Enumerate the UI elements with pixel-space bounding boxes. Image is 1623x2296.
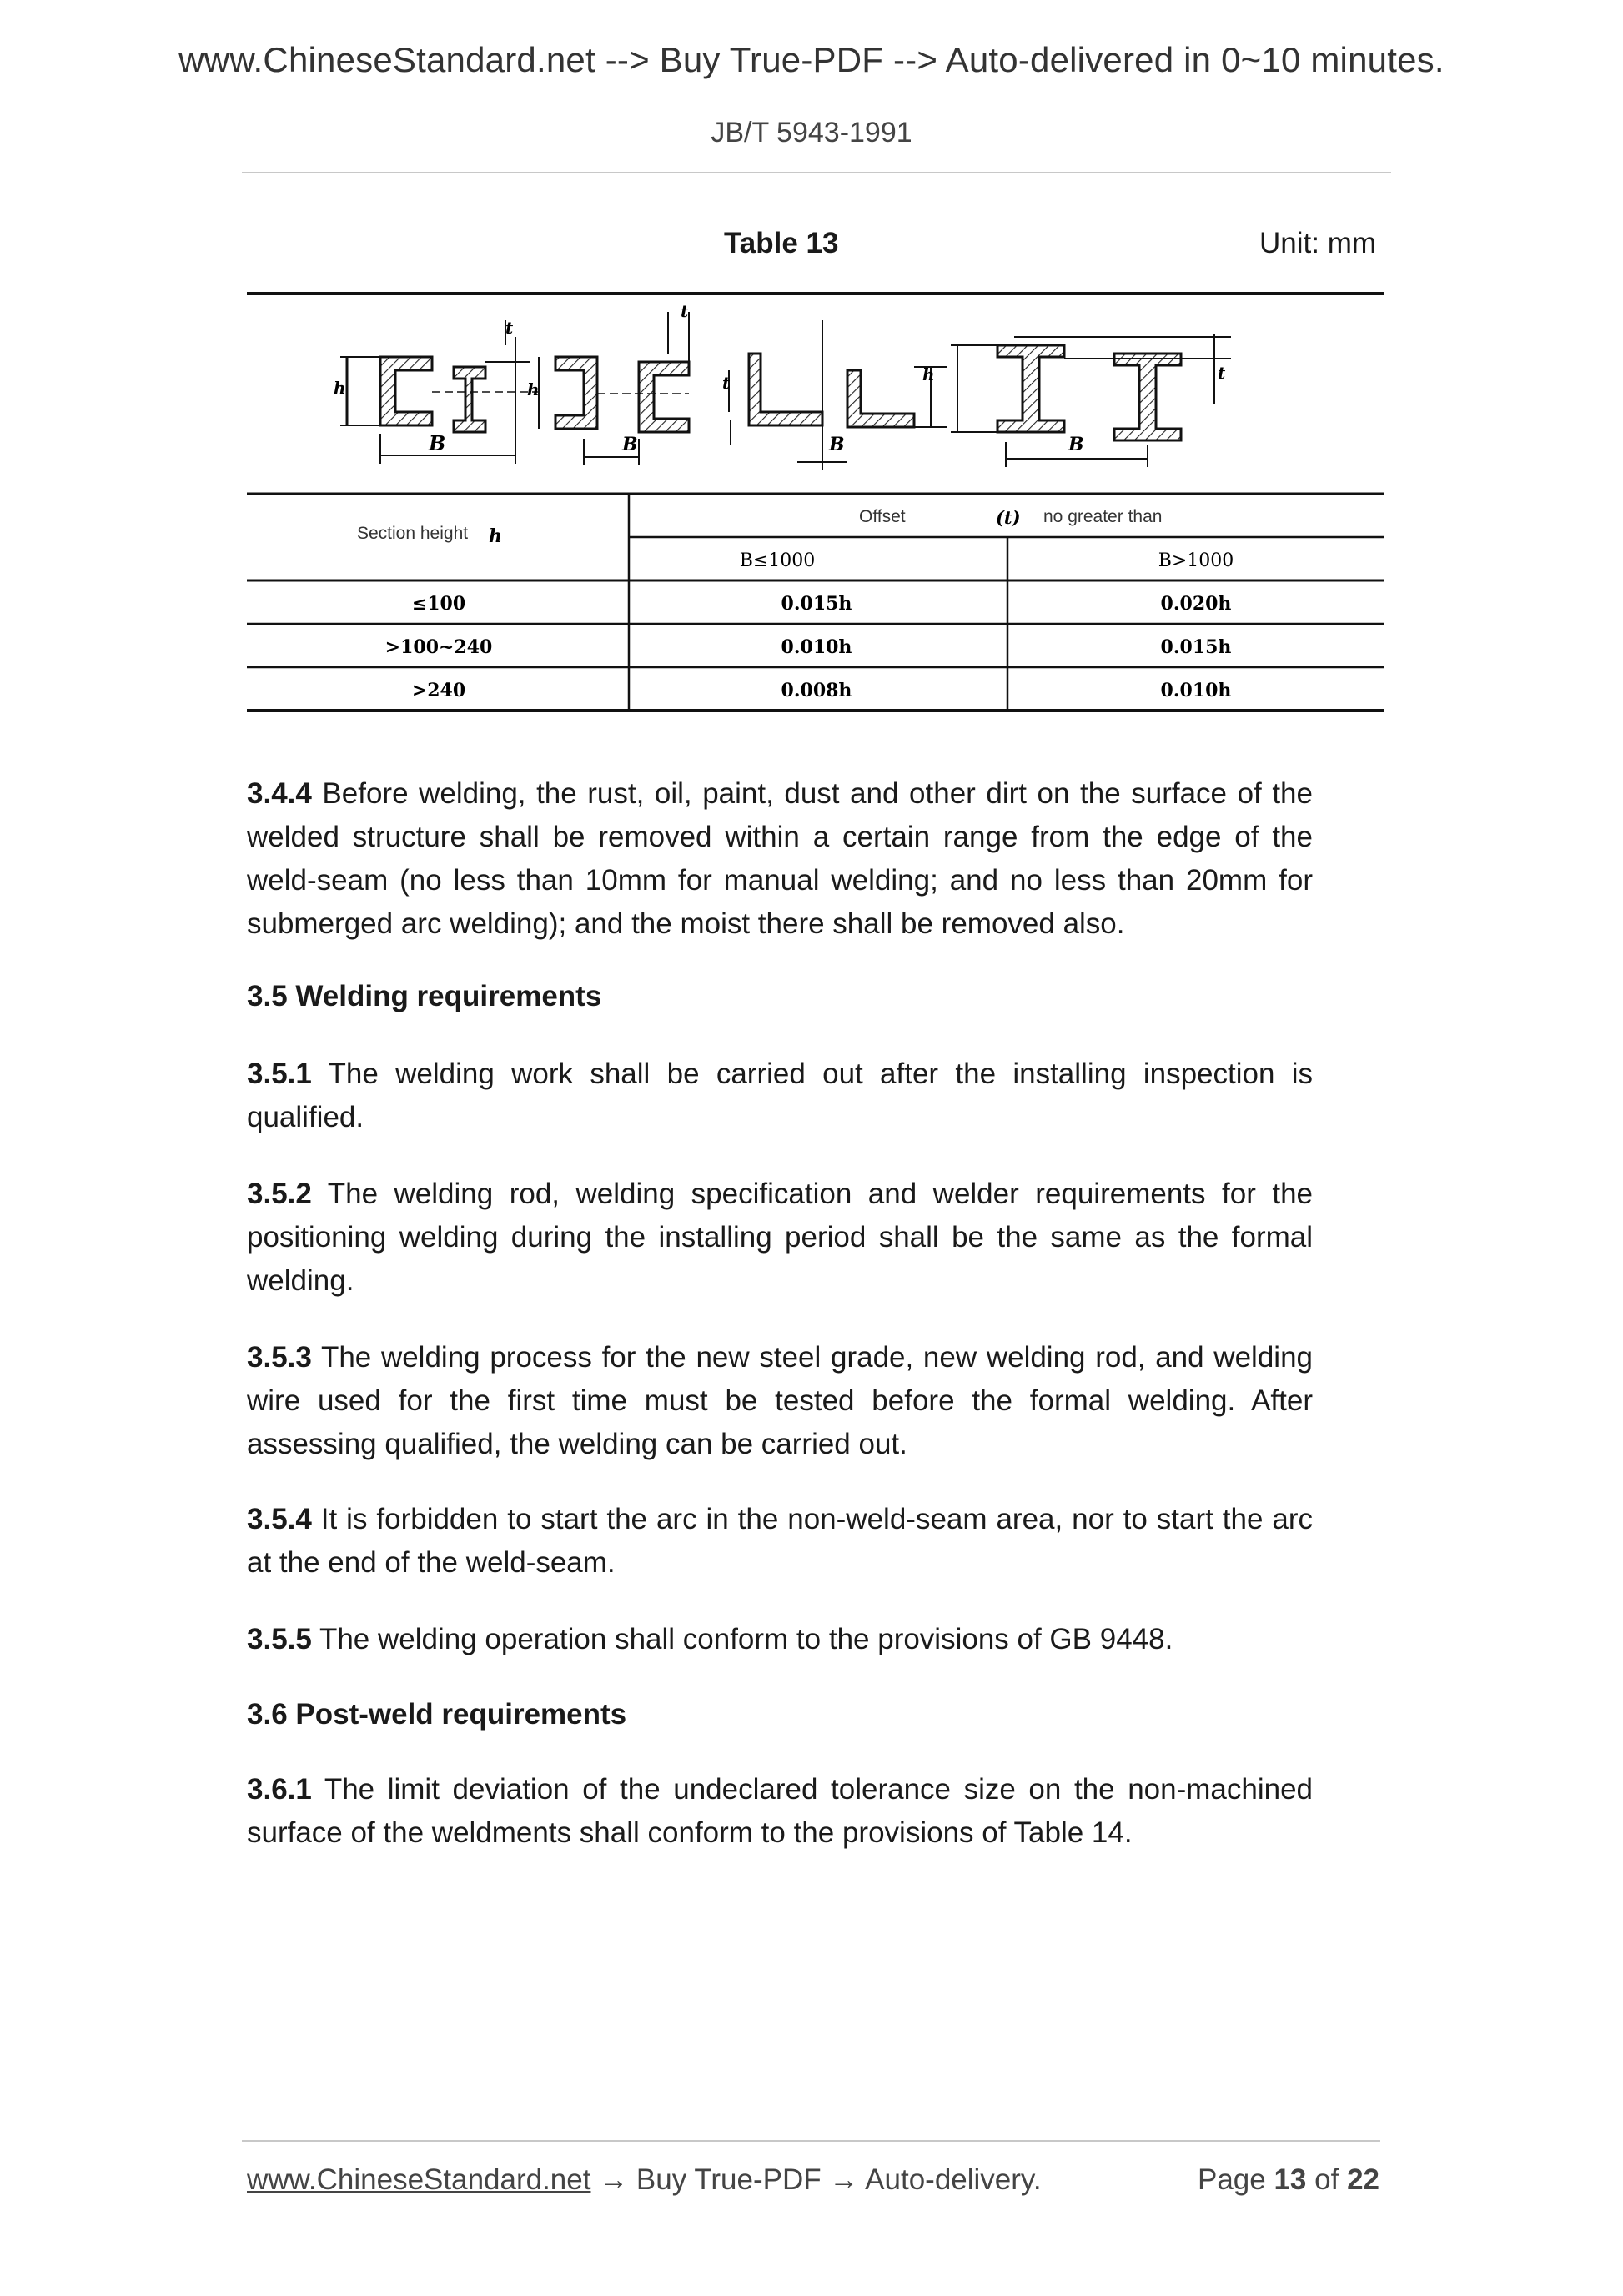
dim-label-h-1: h (334, 378, 346, 398)
paragraph-text: The limit deviation of the undeclared tolerance size on the non-machined surface of the weldments shall conform to the provisions of Table 14. (247, 1773, 1314, 1849)
dim-label-h-2: h (527, 379, 540, 399)
paragraph-3-6-1 (247, 1768, 1313, 1855)
paragraph-3-5-3 (247, 1336, 1313, 1466)
footer-site-link[interactable]: www.ChineseStandard.net (247, 2163, 591, 2196)
dim-label-h-3: h (922, 364, 935, 384)
heading-3-5: 3.5 Welding requirements (247, 980, 602, 1012)
cross-section-sketches (340, 312, 1231, 470)
table-13-figure (247, 287, 1384, 721)
page-current: 13 (1274, 2163, 1307, 2196)
dim-label-b-4: B (1068, 434, 1084, 455)
page-indicator (1198, 2163, 1379, 2197)
paragraph-3-5-1 (247, 1053, 1313, 1139)
paragraph-3-5-4 (247, 1498, 1313, 1585)
page-of: of (1314, 2163, 1339, 2196)
clause-number: 3.5.4 (247, 1503, 312, 1535)
table-unit: Unit: mm (1259, 227, 1376, 259)
clause-number: 3.5.2 (247, 1178, 312, 1210)
heading-3-6: 3.6 Post-weld requirements (247, 1698, 627, 1731)
clause-number: 3.5.5 (247, 1623, 312, 1655)
header-section-symbol: h (489, 525, 502, 547)
header-b-gt-1000: B>1000 (1158, 550, 1234, 571)
table-cell-height-2: >100~240 (384, 636, 493, 658)
table-cell-b1-1: 0.015h (781, 593, 852, 615)
header-divider (242, 172, 1391, 173)
document-number: JB/T 5943-1991 (711, 117, 912, 148)
paragraph-text: The welding work shall be carried out after the installing inspection is qualified. (247, 1058, 1314, 1133)
dim-label-b-2: B (622, 434, 638, 455)
page-total: 22 (1347, 2163, 1379, 2196)
paragraph-3-5-2 (247, 1173, 1313, 1303)
clause-number: 3.5.1 (247, 1058, 312, 1090)
paragraph-text: The welding process for the new steel grade, new welding rod, and welding wire used for the first time must be tested before the formal welding. After assessing qualified, the welding can be carried out. (247, 1341, 1313, 1460)
header-section-height: Section height (357, 524, 469, 543)
footer-divider (242, 2140, 1380, 2142)
paragraph-text: It is forbidden to start the arc in the non-weld-seam area, nor to start the arc at the end of the weld-seam. (247, 1503, 1313, 1579)
dim-label-b-3: B (829, 434, 845, 455)
header-offset-note: no greater than (1043, 507, 1163, 526)
header-offset: Offset (859, 507, 906, 526)
paragraph-text: Before welding, the rust, oil, paint, dust and other dirt on the surface of the welded structure shall be removed within a certain range from the edge of the weld-seam (no less than 10mm for manual welding; and no less than 20mm for submerged arc welding); and the moist there shall be removed also. (247, 777, 1313, 940)
clause-number: 3.4.4 (247, 777, 312, 810)
paragraph-text: The welding rod, welding specification and welder requirements for the positioning welding during the installing period shall be the same as the formal welding. (247, 1178, 1313, 1297)
paragraph-text: The welding operation shall conform to the provisions of GB 9448. (319, 1623, 1173, 1655)
table-cell-height-1: ≤100 (411, 593, 466, 615)
header-offset-symbol: (t) (996, 507, 1021, 528)
dim-label-t-1: t (505, 318, 514, 338)
table-cell-b2-2: 0.015h (1160, 636, 1232, 658)
paragraph-3-5-5 (247, 1618, 1313, 1661)
table-cell-b2-3: 0.010h (1160, 680, 1232, 701)
clause-number: 3.5.3 (247, 1341, 312, 1374)
table-cell-b2-1: 0.020h (1160, 593, 1232, 615)
page-label: Page (1197, 2163, 1266, 2196)
clause-number: 3.6.1 (247, 1773, 312, 1806)
header-b-le-1000: B≤1000 (739, 550, 816, 571)
header-banner: www.ChineseStandard.net --> Buy True-PDF --> Auto-delivered in 0~10 minutes. (178, 40, 1445, 79)
dim-label-b-1: B (429, 431, 446, 455)
table-caption: Table 13 (724, 227, 839, 259)
dim-label-t-4: t (1218, 363, 1226, 383)
footer-promo-text: → Buy True-PDF → Auto-delivery. (590, 2163, 1042, 2196)
dim-label-t-3: t (722, 373, 731, 393)
dim-label-t-2: t (681, 301, 689, 321)
footer-promo (247, 2163, 1042, 2197)
table-cell-b1-2: 0.010h (781, 636, 852, 658)
table-cell-b1-3: 0.008h (781, 680, 852, 701)
table-cell-height-3: >240 (411, 680, 466, 701)
paragraph-3-4-4 (247, 772, 1313, 946)
